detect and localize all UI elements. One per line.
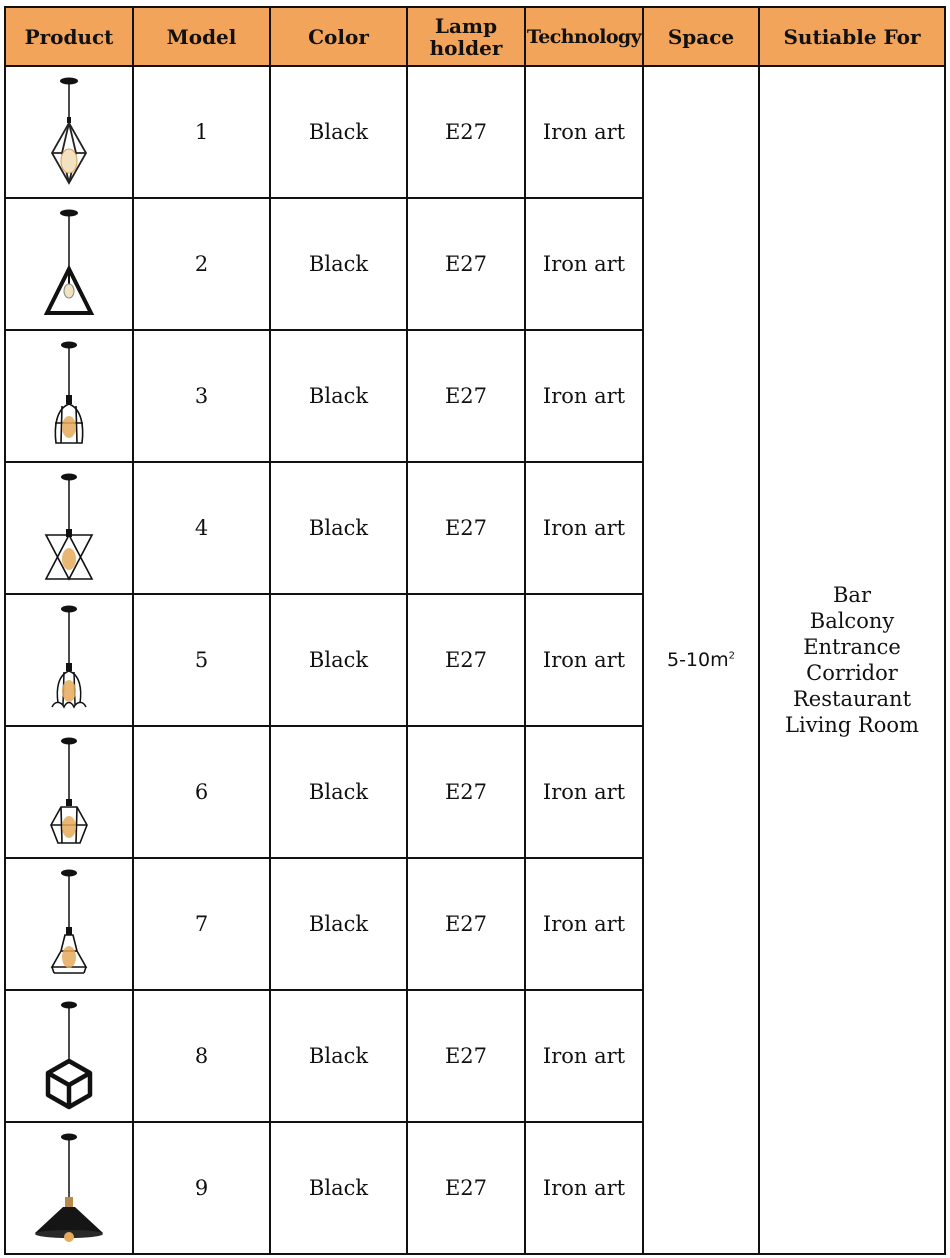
space-unit-superscript: 2 <box>728 650 735 662</box>
technology-cell: Iron art <box>525 858 643 990</box>
header-color: Color <box>270 7 407 66</box>
product-spec-table <box>4 6 946 1255</box>
model-cell: 5 <box>133 594 270 726</box>
color-cell: Black <box>270 330 407 462</box>
lamp-holder-cell: E27 <box>407 330 525 462</box>
technology-cell: Iron art <box>525 462 643 594</box>
header-model: Model <box>133 7 270 66</box>
suitable-for-cell <box>759 66 945 1254</box>
model-cell: 1 <box>133 66 270 198</box>
technology-cell: Iron art <box>525 594 643 726</box>
header-suitable-for: Sutiable For <box>759 7 945 66</box>
lamp-holder-cell: E27 <box>407 1122 525 1254</box>
color-cell: Black <box>270 1122 407 1254</box>
color-cell: Black <box>270 66 407 198</box>
color-cell: Black <box>270 990 407 1122</box>
lamp-holder-cell: E27 <box>407 66 525 198</box>
color-cell: Black <box>270 858 407 990</box>
round-cage-pendant-icon <box>34 339 104 454</box>
header-space: Space <box>643 7 759 66</box>
model-cell: 2 <box>133 198 270 330</box>
color-cell: Black <box>270 462 407 594</box>
space-value: 5-10m <box>666 649 729 671</box>
product-image-cell <box>5 330 133 462</box>
product-image-cell <box>5 858 133 990</box>
lamp-holder-cell: E27 <box>407 198 525 330</box>
product-image-cell <box>5 990 133 1122</box>
header-lamp-holder <box>407 7 525 66</box>
model-cell: 8 <box>133 990 270 1122</box>
cube-pendant-icon <box>34 999 104 1114</box>
suitable-item: Living Room <box>785 713 919 737</box>
product-image-cell <box>5 198 133 330</box>
product-image-cell <box>5 462 133 594</box>
technology-cell: Iron art <box>525 990 643 1122</box>
diamond-cage-pendant-icon <box>34 75 104 190</box>
lamp-holder-cell: E27 <box>407 990 525 1122</box>
color-cell: Black <box>270 198 407 330</box>
suitable-item: Corridor <box>806 661 898 685</box>
model-cell: 3 <box>133 330 270 462</box>
model-cell: 6 <box>133 726 270 858</box>
suitable-item: Entrance <box>803 635 901 659</box>
table-row <box>5 66 945 198</box>
header-row <box>5 7 945 66</box>
suitable-item: Balcony <box>809 609 895 633</box>
header-lamp-holder-line2: holder <box>429 35 503 60</box>
technology-cell: Iron art <box>525 726 643 858</box>
product-image-cell <box>5 594 133 726</box>
model-cell: 7 <box>133 858 270 990</box>
lamp-holder-cell: E27 <box>407 462 525 594</box>
color-cell: Black <box>270 726 407 858</box>
product-image-cell <box>5 726 133 858</box>
cone-shade-pendant-icon <box>29 1131 109 1246</box>
star-cage-pendant-icon <box>34 471 104 586</box>
technology-cell: Iron art <box>525 330 643 462</box>
model-cell: 4 <box>133 462 270 594</box>
bell-cage-pendant-icon <box>34 867 104 982</box>
header-product: Product <box>5 7 133 66</box>
lamp-holder-cell: E27 <box>407 726 525 858</box>
flower-cage-pendant-icon <box>34 603 104 718</box>
product-image-cell <box>5 1122 133 1254</box>
space-cell <box>643 66 759 1254</box>
triangle-pendant-icon <box>34 207 104 322</box>
gem-cage-pendant-icon <box>34 735 104 850</box>
suitable-item: Restaurant <box>792 687 912 711</box>
color-cell: Black <box>270 594 407 726</box>
lamp-holder-cell: E27 <box>407 858 525 990</box>
product-image-cell <box>5 66 133 198</box>
technology-cell: Iron art <box>525 1122 643 1254</box>
technology-cell: Iron art <box>525 66 643 198</box>
model-cell: 9 <box>133 1122 270 1254</box>
header-lamp-holder-line1: Lamp <box>434 13 498 38</box>
suitable-item: Bar <box>833 583 871 607</box>
lamp-holder-cell: E27 <box>407 594 525 726</box>
technology-cell: Iron art <box>525 198 643 330</box>
header-technology: Technology <box>525 7 643 66</box>
